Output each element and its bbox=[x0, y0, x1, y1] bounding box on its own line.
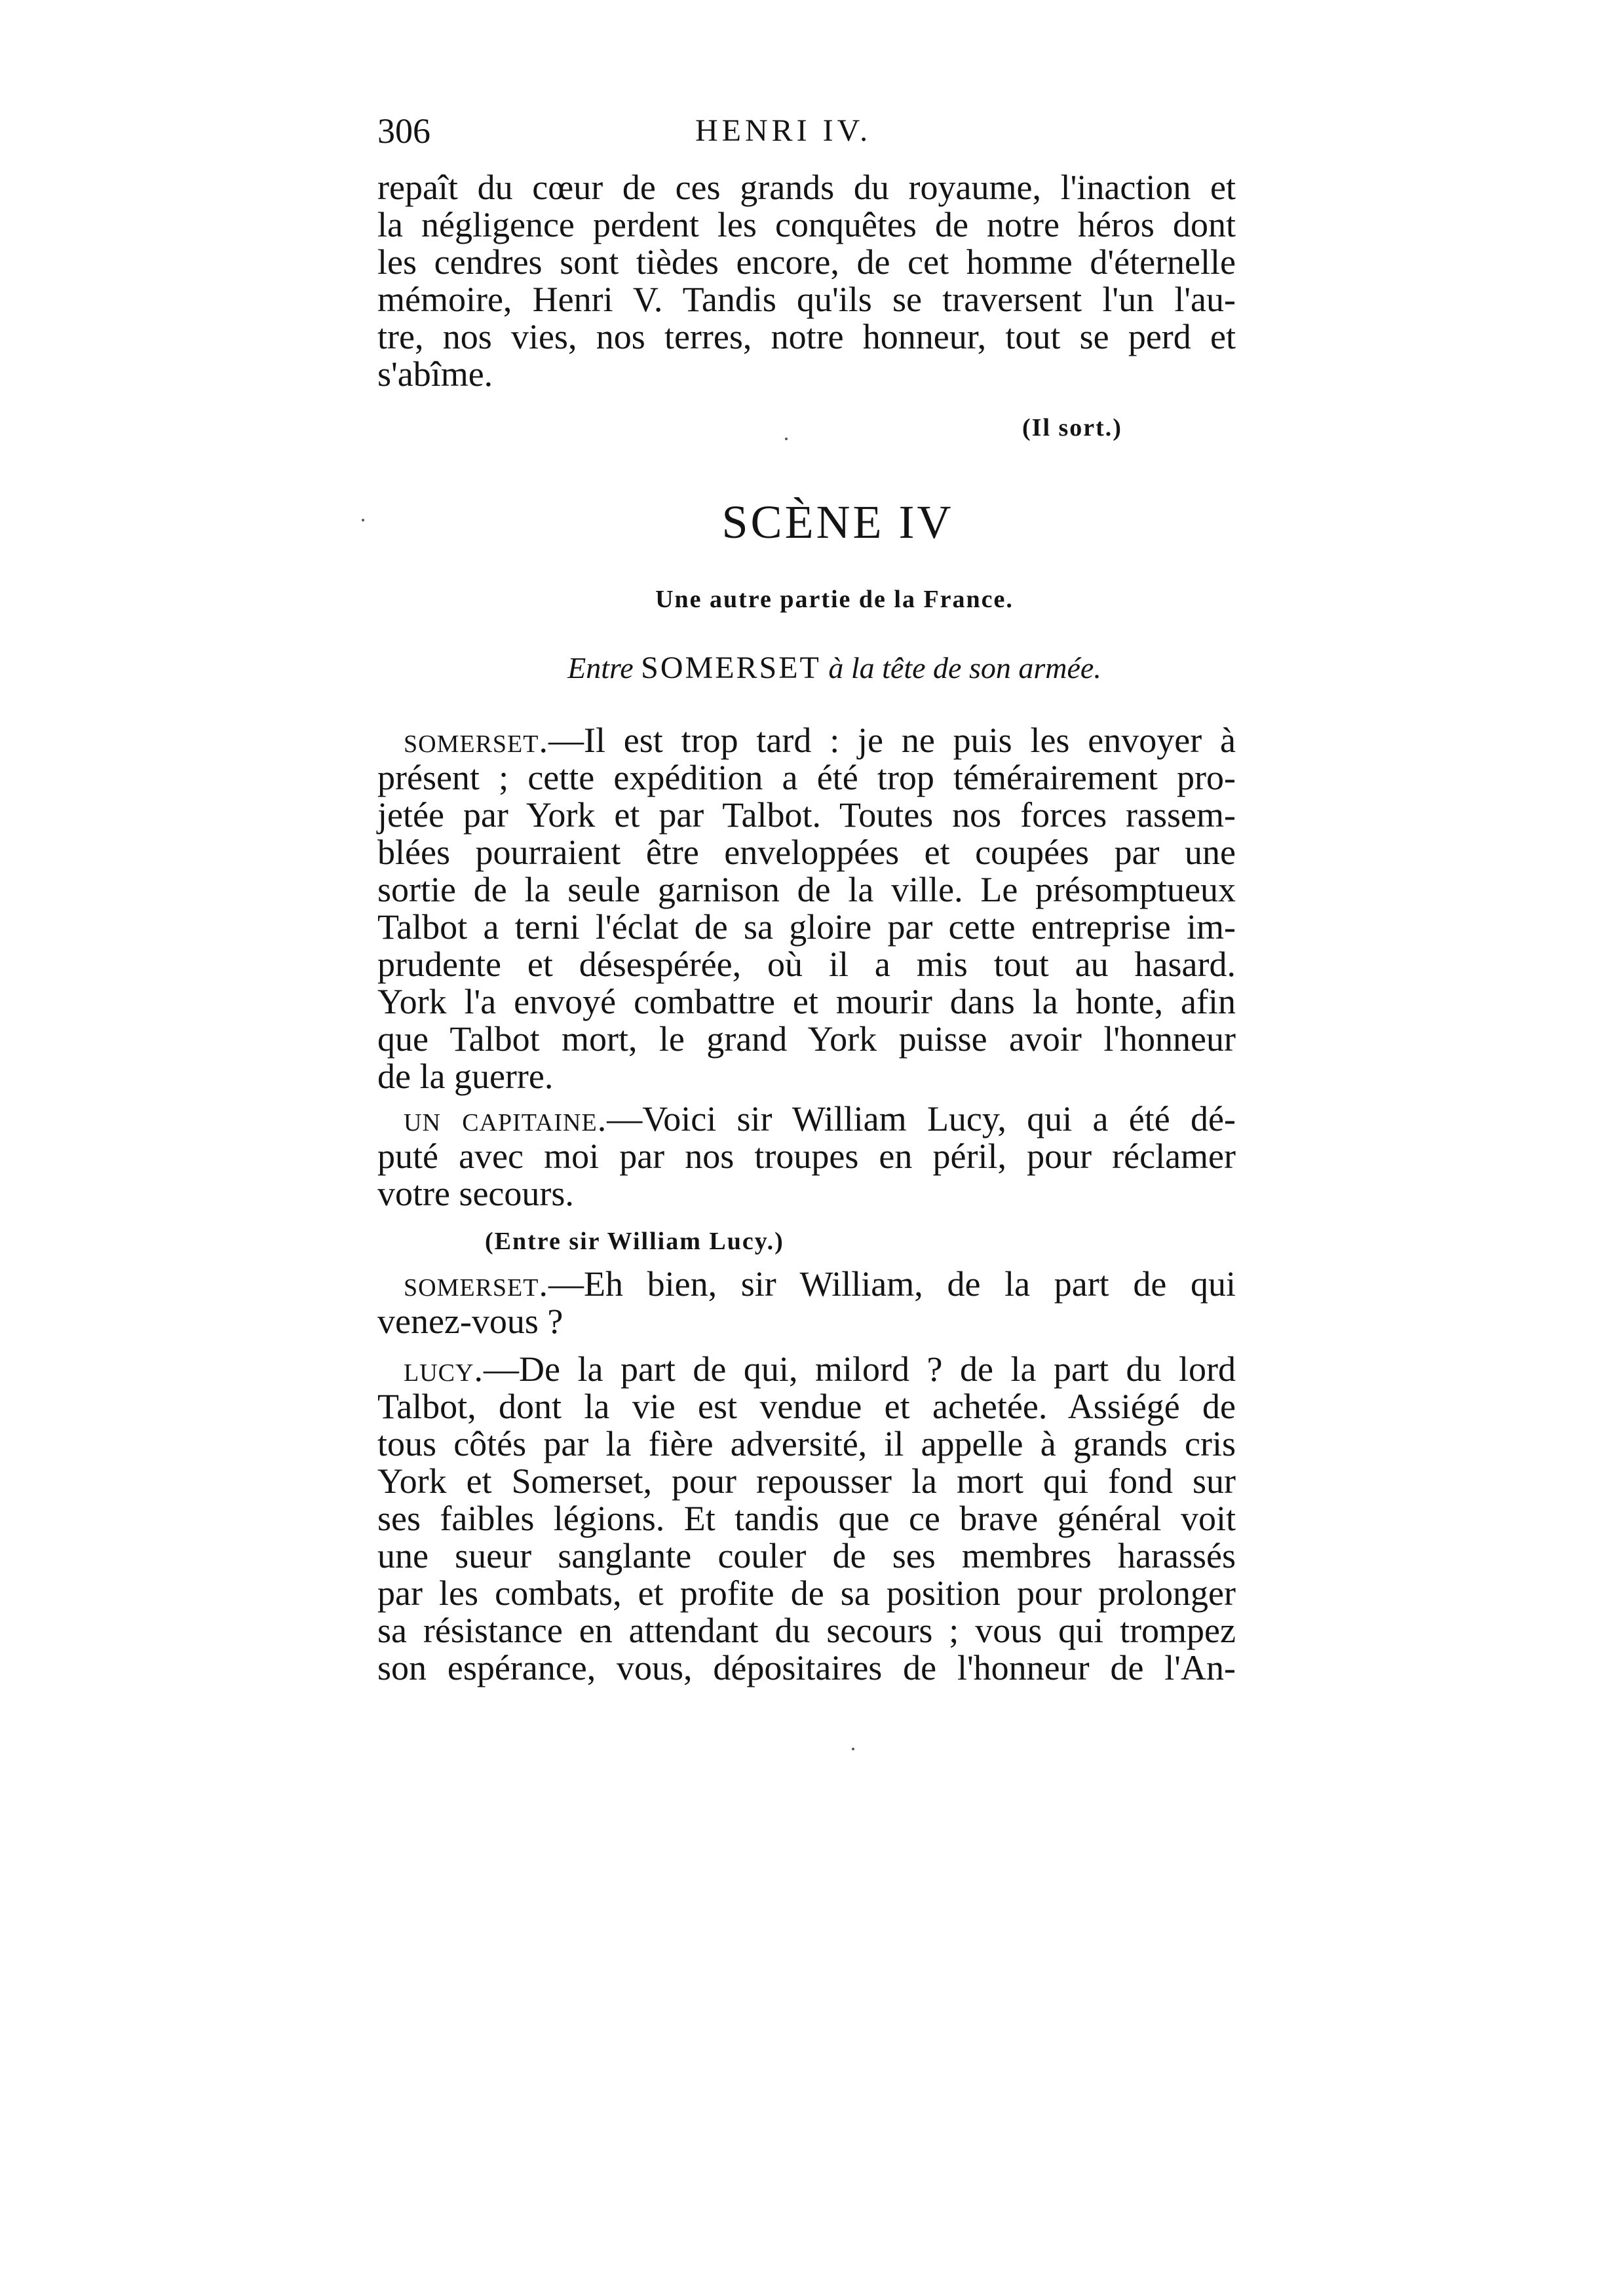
speech-text: —De la part de qui, milord ? de la part du lord bbox=[483, 1349, 1236, 1389]
text-line: puté avec moi par nos troupes en péril, pour réclamer bbox=[377, 1137, 1236, 1176]
text-line: s'abîme. bbox=[377, 354, 493, 394]
speech-capitaine bbox=[377, 1101, 1236, 1213]
speech-first-line bbox=[377, 1351, 1236, 1388]
speech-somerset-1 bbox=[377, 722, 1236, 1095]
speech-first-line bbox=[377, 1101, 1236, 1138]
text-line: la négligence perdent les conquêtes de notre héros dont bbox=[377, 205, 1236, 244]
scan-speck bbox=[785, 438, 788, 440]
text-line: repaît du cœur de ces grands du royaume, l'inaction et bbox=[377, 168, 1236, 207]
entry-verb: Entre bbox=[567, 651, 634, 685]
text-line: votre secours. bbox=[377, 1174, 574, 1213]
text-line: venez-vous ? bbox=[377, 1302, 563, 1341]
stage-direction-entry: (Entre sir William Lucy.) bbox=[485, 1228, 784, 1255]
text-line: sortie de la seule garnison de la ville. Le présomptueux bbox=[377, 870, 1236, 909]
text-line: Talbot, dont la vie est vendue et achetée. Assiégé de bbox=[377, 1387, 1236, 1426]
page-header bbox=[377, 105, 1236, 157]
scan-speck bbox=[362, 519, 364, 521]
scene-location: Une autre partie de la France. bbox=[655, 586, 1014, 613]
speech-text: —Eh bien, sir William, de la part de qui bbox=[548, 1264, 1236, 1304]
text-line: sa résistance en attendant du secours ; vous qui trompez bbox=[377, 1611, 1236, 1650]
text-line: prudente et désespérée, où il a mis tout au hasard. bbox=[377, 945, 1236, 984]
speech-lucy bbox=[377, 1351, 1236, 1687]
text-line: tous côtés par la fière adversité, il appelle à grands cris bbox=[377, 1424, 1236, 1463]
speech-first-line bbox=[377, 722, 1236, 759]
speaker-name: somerset. bbox=[404, 721, 548, 760]
speech-first-line bbox=[377, 1266, 1236, 1303]
text-line: ses faibles légions. Et tandis que ce brave général voit bbox=[377, 1499, 1236, 1538]
stage-direction-exit: (Il sort.) bbox=[1022, 414, 1122, 442]
text-line: que Talbot mort, le grand York puisse avoir l'honneur bbox=[377, 1019, 1236, 1059]
text-line: York et Somerset, pour repousser la mort qui fond sur bbox=[377, 1461, 1236, 1501]
text-line: présent ; cette expédition a été trop témérairement pro- bbox=[377, 758, 1236, 797]
speaker-name: lucy. bbox=[404, 1349, 484, 1389]
page-number: 306 bbox=[377, 111, 430, 151]
text-line: tre, nos vies, nos terres, notre honneur, tout se perd et bbox=[377, 317, 1236, 356]
scene-title: SCÈNE IV bbox=[721, 496, 954, 548]
text-line: mémoire, Henri V. Tandis qu'ils se traversent l'un l'au- bbox=[377, 280, 1236, 319]
speaker-name: un capitaine. bbox=[404, 1099, 607, 1139]
text-line: une sueur sanglante couler de ses membres harassés bbox=[377, 1536, 1236, 1575]
opening-paragraph bbox=[377, 169, 1236, 393]
speech-text: —Il est trop tard : je ne puis les envoyer à bbox=[548, 721, 1236, 760]
speech-somerset-2 bbox=[377, 1266, 1236, 1340]
entry-description: à la tête de son armée. bbox=[828, 651, 1101, 685]
text-line: jetée par York et par Talbot. Toutes nos forces rassem- bbox=[377, 795, 1236, 835]
text-line: York l'a envoyé combattre et mourir dans la honte, afin bbox=[377, 982, 1236, 1021]
running-title: HENRI IV. bbox=[695, 113, 872, 148]
entry-character: SOMERSET bbox=[641, 650, 821, 685]
scan-speck bbox=[852, 1748, 854, 1750]
text-line: les cendres sont tièdes encore, de cet homme d'éternelle bbox=[377, 242, 1236, 282]
scene-entry bbox=[0, 649, 1623, 688]
text-line: Talbot a terni l'éclat de sa gloire par cette entreprise im- bbox=[377, 907, 1236, 947]
text-line: par les combats, et profite de sa position pour prolonger bbox=[377, 1573, 1236, 1613]
speech-text: —Voici sir William Lucy, qui a été dé- bbox=[607, 1099, 1236, 1139]
text-line: blées pourraient être enveloppées et coupées par une bbox=[377, 833, 1236, 872]
text-line: son espérance, vous, dépositaires de l'honneur de l'An- bbox=[377, 1648, 1236, 1687]
speaker-name: somerset. bbox=[404, 1264, 548, 1304]
text-line: de la guerre. bbox=[377, 1057, 554, 1096]
